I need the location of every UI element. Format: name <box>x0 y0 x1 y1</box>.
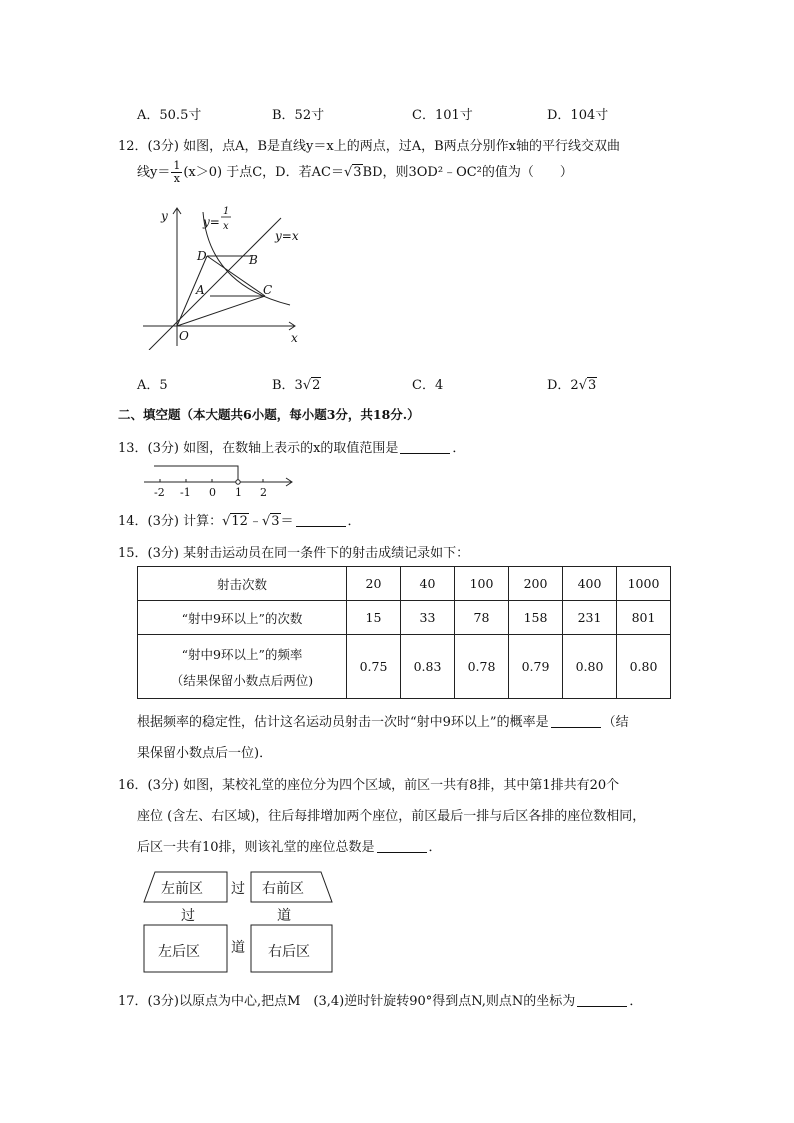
q12-option-a: A．5 <box>137 378 168 393</box>
right-back-label: 右后区 <box>268 944 310 960</box>
tick-label: -2 <box>154 486 165 499</box>
hyperbola-figure <box>135 200 315 350</box>
section-title: 二、填空题（本大题共6小题，每小题3分，共18分.） <box>118 407 420 422</box>
q12-option-c: C．4 <box>412 378 444 393</box>
question-15-after-2: 果保留小数点后一位)． <box>137 746 273 761</box>
tick-label: 1 <box>235 486 242 499</box>
answer-blank <box>377 840 427 853</box>
option-a: A．50.5寸 <box>137 108 202 123</box>
question-15-after: 根据频率的稳定性，估计这名运动员射击一次时“射中9环以上”的概率是 （结 <box>137 715 629 730</box>
option-b: B．52寸 <box>272 108 325 123</box>
table-row: “射中9环以上”的频率 （结果保留小数点后两位) 0.75 0.83 0.78 0.79 0.80 0.80 <box>138 635 671 699</box>
question-16-line1: 16．(3分) 如图，某校礼堂的座位分为四个区域，前区一共有8排，其中第1排共有20个 <box>118 778 620 793</box>
curve-den: x <box>223 221 229 232</box>
segment-oc <box>177 296 265 326</box>
y-axis-label: y <box>161 209 168 223</box>
question-14: 14．(3分) 计算：√12﹣√3＝ ． <box>118 514 361 529</box>
point-a: A <box>196 283 205 297</box>
line-y-equals-x <box>149 218 281 350</box>
auditorium-figure <box>140 868 340 976</box>
option-d: D．104寸 <box>547 108 609 123</box>
aisle-label: 道 <box>231 940 245 956</box>
open-circle <box>236 480 240 484</box>
answer-blank <box>296 514 346 527</box>
answer-blank <box>400 441 450 454</box>
right-front-label: 右前区 <box>262 881 304 897</box>
q12-option-d: D．2√3 <box>547 378 597 393</box>
curve-num: 1 <box>223 206 230 217</box>
number-line <box>140 462 300 502</box>
question-12-line1: 12．(3分) 如图，点A，B是直线y＝x上的两点，过A，B两点分别作x轴的平行线交双曲 <box>118 139 620 154</box>
table-row: 射击次数 20 40 100 200 400 1000 <box>138 567 671 601</box>
point-c: C <box>263 283 273 297</box>
range-indicator <box>154 466 238 480</box>
point-d: D <box>197 249 207 263</box>
fraction: $\frac{1}{x}$ <box>173 159 181 185</box>
table-row: “射中9环以上”的次数 15 33 78 158 231 801 <box>138 601 671 635</box>
question-16-line2: 座位 (含左、右区域)，往后每排增加两个座位，前区最后一排与后区各排的座位数相同， <box>137 809 646 824</box>
left-back-label: 左后区 <box>158 944 200 960</box>
tick-label: 0 <box>209 486 216 499</box>
left-front-label: 左前区 <box>161 881 203 897</box>
curve-label: y= <box>203 215 220 229</box>
aisle-label: 过 <box>181 908 195 924</box>
question-15: 15．(3分) 某射击运动员在同一条件下的射击成绩记录如下： <box>118 546 470 561</box>
question-17: 17．(3分)以原点为中心,把点M (3,4)逆时针旋转90°得到点N,则点N的坐标为 ． <box>118 994 643 1009</box>
question-12-line2: 线y＝ $\frac{1}{x}$ (x＞0) 于点C，D．若AC＝√3BD，则3OD²﹣OC²的值为（ ） <box>137 159 573 185</box>
line-label: y=x <box>275 229 299 243</box>
answer-blank <box>551 715 601 728</box>
q12-option-b: B．3√2 <box>272 378 321 393</box>
tick-label: 2 <box>260 486 267 499</box>
option-c: C．101寸 <box>412 108 473 123</box>
tick-label: -1 <box>180 486 191 499</box>
x-axis-label: x <box>291 331 298 345</box>
frequency-table <box>137 566 671 699</box>
aisle-label: 道 <box>277 908 291 924</box>
point-b: B <box>249 253 258 267</box>
answer-blank <box>577 994 627 1007</box>
question-16-line3: 后区一共有10排，则该礼堂的座位总数是 ． <box>137 840 442 855</box>
aisle-label: 过 <box>231 881 245 897</box>
question-13: 13．(3分) 如图，在数轴上表示的x的取值范围是 ． <box>118 441 466 456</box>
origin-label: O <box>179 329 189 343</box>
